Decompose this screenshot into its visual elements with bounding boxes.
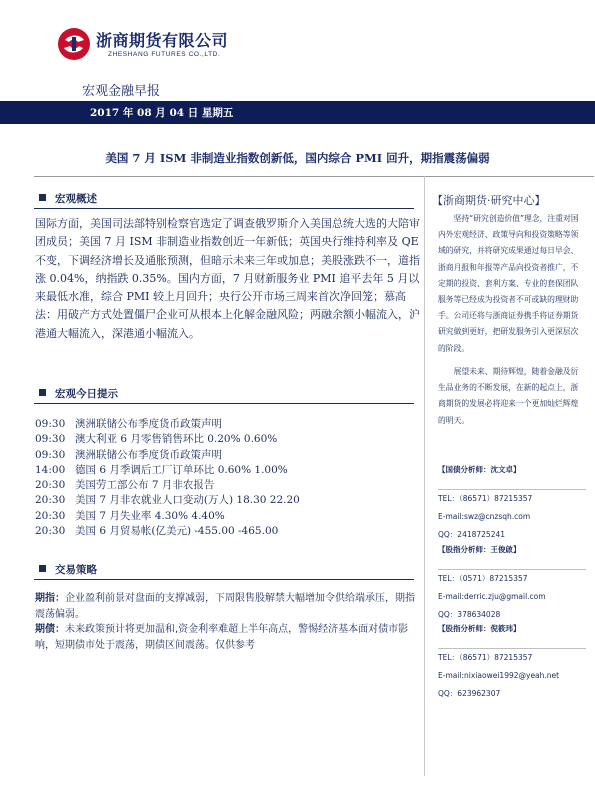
analyst-qq: QQ：623962307 [438,689,501,698]
report-type: 宏观金融早报 [82,84,161,99]
sidebar-title: 【浙商期货·研究中心】 [432,194,546,207]
report-headline: 美国 7 月 ISM 非制造业指数创新低，国内综合 PMI 回升，期指震荡偏弱 [105,151,490,165]
strategy-heading: 交易策略 [39,562,97,577]
sidebar-intro: 坚持“研究创造价值”理念，注重对国内外宏观经济、政策导向和投资策略等领域的研究，并将研究成果通过每日早会、浙商月报和年报等产品向投资者推广，不定期的投资、套利方案、专业的套保团队服务等已经成为投资者不可或缺的理财助手。公司还将与浙商证券携手将证券期货研究做到更好，把研发服务引入更深层次的阶段。 [438,214,579,353]
bond-strategy [35,622,420,653]
analyst-name: 【股指分析师：倪筱玮】 [438,624,521,633]
sidebar-outlook: 展望未来、期待辉煌，随着金融及衍生品业务的不断发展，在新的起点上，浙商期货的发展必将迎来一个更加灿烂辉煌的明天。 [438,367,579,425]
analyst-qq: QQ：378634028 [438,610,501,619]
futures-text: 企业盈利前景对盘面的支撑减弱，下周限售股解禁大幅增加令供给端承压，期指震荡偏弱。 [35,593,415,620]
analyst-card [438,463,586,544]
analyst-name: 【股指分析师：王俊啟】 [438,545,521,554]
calendar-row [35,523,420,538]
analyst-tel: TEL：（86571）87215357 [438,648,586,667]
report-date: 2017 年 08 月 04 日 星期五 [90,107,234,119]
analyst-tel: TEL：（86571）87215357 [438,489,586,508]
overview-heading: 宏观概述 [39,191,97,206]
analyst-qq: QQ：2418725241 [438,530,506,539]
overview-text: 国际方面，美国司法部特别检察官选定了调查俄罗斯介入美国总统大选的大陪审团成员；美国 7 月 ISM 非制造业指数创近一年新低；英国央行维持利率及 QE 不变，下调经济增长及通胀预测，但暗示未来三年或加息；美股涨跌不一，道指涨 0.04%，纳指跌 0.35%。国内方面，7 月财新服务业 PMI 追平去年 5 月以来最低水准，综合 PMI 较上月回升；央行公开市场三周来首次净回笼；慕高法：用破产方式处置僵尸企业可从根本上化解金融风险；两融余额小幅流入，沪港通大幅流入，深港通小幅流入。 [35,217,420,340]
section-bullet-icon [39,194,46,201]
calendar-time: 09:30 [35,448,66,461]
futures-strategy [35,591,420,622]
calendar-time: 09:30 [35,433,66,446]
calendar-time: 14:00 [35,463,66,476]
calendar-row [35,508,420,523]
headline-divider [34,176,594,177]
company-name-en: ZHESHANG FUTURES CO.,LTD. [108,51,221,58]
calendar-row [35,477,420,492]
calendar-divider [34,403,414,404]
calendar-event: 德国 6 月季调后工厂订单环比 0.60% 1.00% [75,463,288,476]
calendar-event: 澳洲联储公布季度货币政策声明 [75,448,222,461]
strategy-divider [34,579,414,580]
company-logo [56,22,229,68]
calendar-heading: 宏观今日提示 [39,386,118,401]
analyst-card [438,543,586,624]
section-bullet-icon [39,565,46,572]
analyst-card [438,622,586,703]
calendar-time: 09:30 [35,418,66,430]
calendar-row [35,416,420,431]
analyst-email[interactable]: E-mail:nixiaowei1992@yeah.net [438,671,560,680]
calendar-event: 澳洲联储公布季度货币政策声明 [75,418,222,430]
calendar-event: 美国劳工部公布 7 月非农报告 [75,479,215,492]
calendar-row [35,431,420,446]
calendar-row [35,462,420,477]
company-name-cn: 浙商期货有限公司 [96,31,229,50]
analyst-email[interactable]: E-mail:derric.zju@gmail.com [438,592,546,601]
analyst-name: 【国债分析师：沈文卓】 [438,465,521,474]
calendar-event: 澳大利亚 6 月零售销售环比 0.20% 0.60% [75,433,278,446]
analyst-tel: TEL：（0571）87215357 [438,569,586,588]
sidebar-divider [424,176,425,776]
calendar-list [35,416,420,538]
calendar-event: 美国 6 月贸易帐(亿美元) -455.00 -465.00 [75,525,279,538]
calendar-row [35,492,420,507]
strategy-text [35,591,420,653]
bond-text: 未来政策预计将更加温和,资金利率难超上半年高点，警惕经济基本面对债市影响，短期债市处于震荡，期债区间震荡。仅供参考 [35,624,409,651]
overview-divider [34,208,414,209]
calendar-time: 20:30 [35,509,66,522]
calendar-event: 美国 7 月非农就业人口变动(万人) 18.30 22.20 [75,494,300,507]
calendar-time: 20:30 [35,494,66,507]
calendar-event: 美国 7 月失业率 4.30% 4.40% [75,509,225,522]
analyst-email[interactable]: E-mail:swz@cnzsqh.com [438,512,531,521]
futures-label: 期指： [35,593,65,604]
calendar-time: 20:30 [35,479,66,492]
section-bullet-icon [39,389,46,396]
calendar-row [35,447,420,462]
calendar-time: 20:30 [35,525,66,538]
bond-label: 期债： [35,624,65,636]
company-logo-icon [56,26,92,62]
